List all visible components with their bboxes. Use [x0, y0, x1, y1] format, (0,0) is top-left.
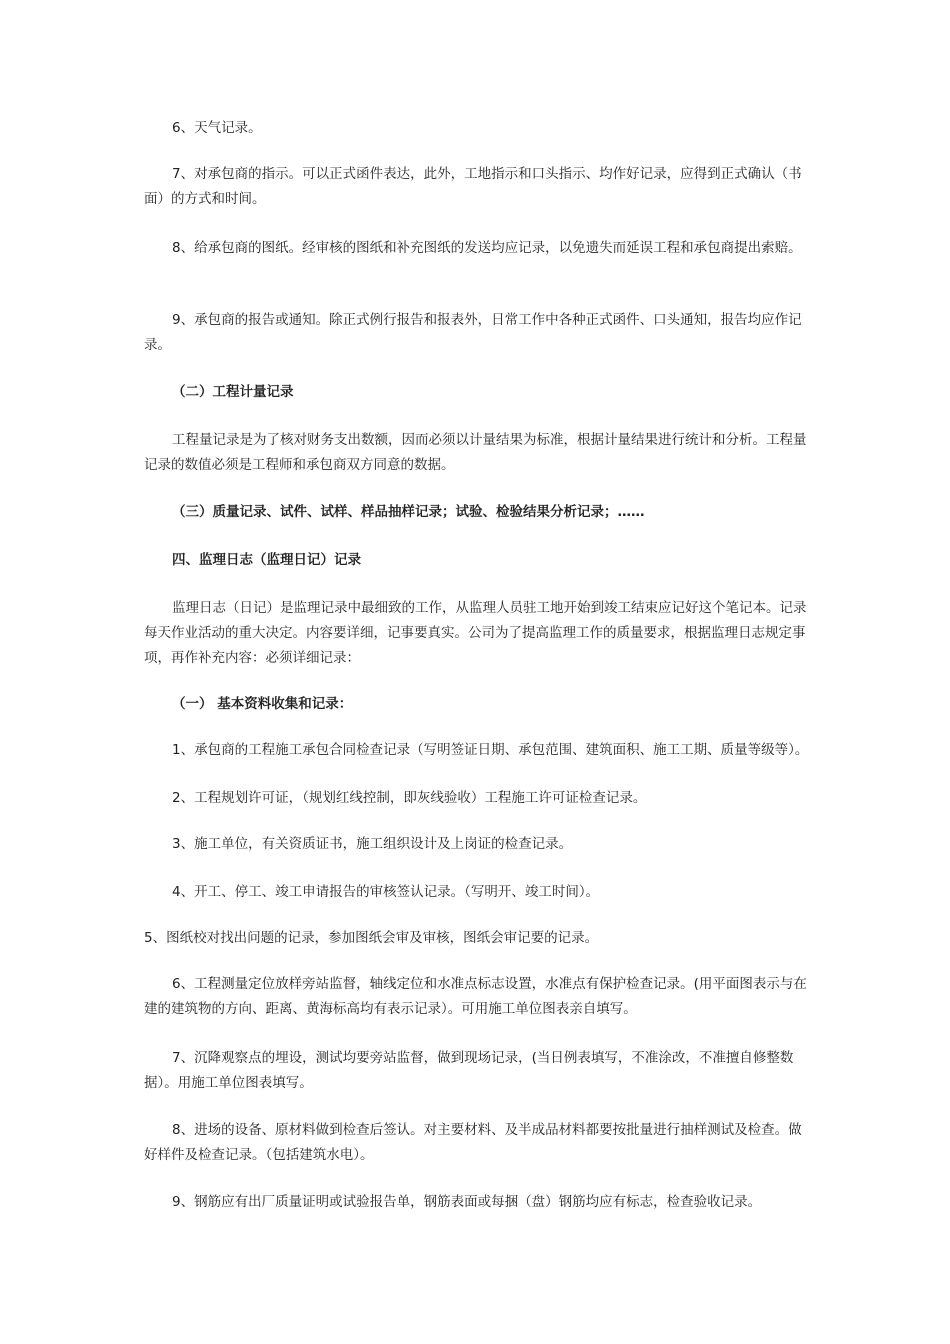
heading-quantity-record: （二）工程计量记录 [172, 384, 294, 400]
paragraph-contract-check: 1、承包商的工程施工承包合同检查记录（写明签证日期、承包范围、建筑面积、施工工期、质量等级等）。 [172, 742, 809, 758]
paragraph-qualification-check: 3、施工单位，有关资质证书，施工组织设计及上岗证的检查记录。 [172, 836, 573, 852]
paragraph-settlement-observation: 7、沉降观察点的埋设，测试均要旁站监督，做到现场记录，(当日例表填写，不准涂改，不准擅自修整数据）。用施工单位图表填写。 [144, 1050, 794, 1091]
paragraph-contractor-drawings: 8、给承包商的图纸。经审核的图纸和补充图纸的发送均应记录，以免遗失而延误工程和承包商提出索赔。 [172, 240, 802, 256]
paragraph-quantity-record: 工程量记录是为了核对财务支出数额，因而必须以计量结果为标准，根据计量结果进行统计和分析。工程量记录的数值必须是工程师和承包商双方同意的数据。 [144, 432, 807, 473]
paragraph-drawing-review: 5、图纸校对找出问题的记录，参加图纸会审及审核，图纸会审记要的记录。 [144, 930, 599, 946]
paragraph-survey-layout: 6、工程测量定位放样旁站监督，轴线定位和水准点标志设置，水准点有保护检查记录。(用平面图表示与在建的建筑物的方向、距离、黄海标高均有表示记录）。可用施工单位图表亲自填写。 [144, 976, 807, 1017]
paragraph-start-stop-report: 4、开工、停工、竣工申请报告的审核签认记录。（写明开、竣工时间）。 [172, 884, 600, 900]
heading-supervision-log: 四、监理日志（监理日记）记录 [172, 552, 361, 568]
paragraph-contractor-reports: 9、承包商的报告或通知。除正式例行报告和报表外，日常工作中各种正式函件、口头通知，报告均应作记录。 [144, 312, 802, 353]
paragraph-planning-permit: 2、工程规划许可证，（规划红线控制，即灰线验收）工程施工许可证检查记录。 [172, 790, 647, 806]
heading-basic-data: （一） 基本资料收集和记录： [172, 696, 353, 712]
paragraph-rebar-check: 9、钢筋应有出厂质量证明或试验报告单，钢筋表面或每捆（盘）钢筋均应有标志，检查验收记录。 [172, 1194, 762, 1210]
paragraph-weather-record: 6、天气记录。 [172, 120, 262, 136]
paragraph-supervision-log: 监理日志（日记）是监理记录中最细致的工作，从监理人员驻工地开始到竣工结束应记好这个笔记本。记录每天作业活动的重大决定。内容要详细，记事要真实。公司为了提高监理工作的质量要求，根据监理日志规定事项，再作补充内容：必须详细记录： [144, 600, 807, 666]
paragraph-materials-check: 8、进场的设备、原材料做到检查后签认。对主要材料、及半成品材料都要按批量进行抽样测试及检查。做好样件及检查记录。（包括建筑水电）。 [144, 1122, 802, 1163]
heading-quality-record: （三）质量记录、试件、试样、样品抽样记录；试验、检验结果分析记录；…… [172, 504, 645, 520]
paragraph-contractor-instructions: 7、对承包商的指示。可以正式函件表达，此外，工地指示和口头指示、均作好记录，应得到正式确认（书面）的方式和时间。 [144, 166, 802, 207]
